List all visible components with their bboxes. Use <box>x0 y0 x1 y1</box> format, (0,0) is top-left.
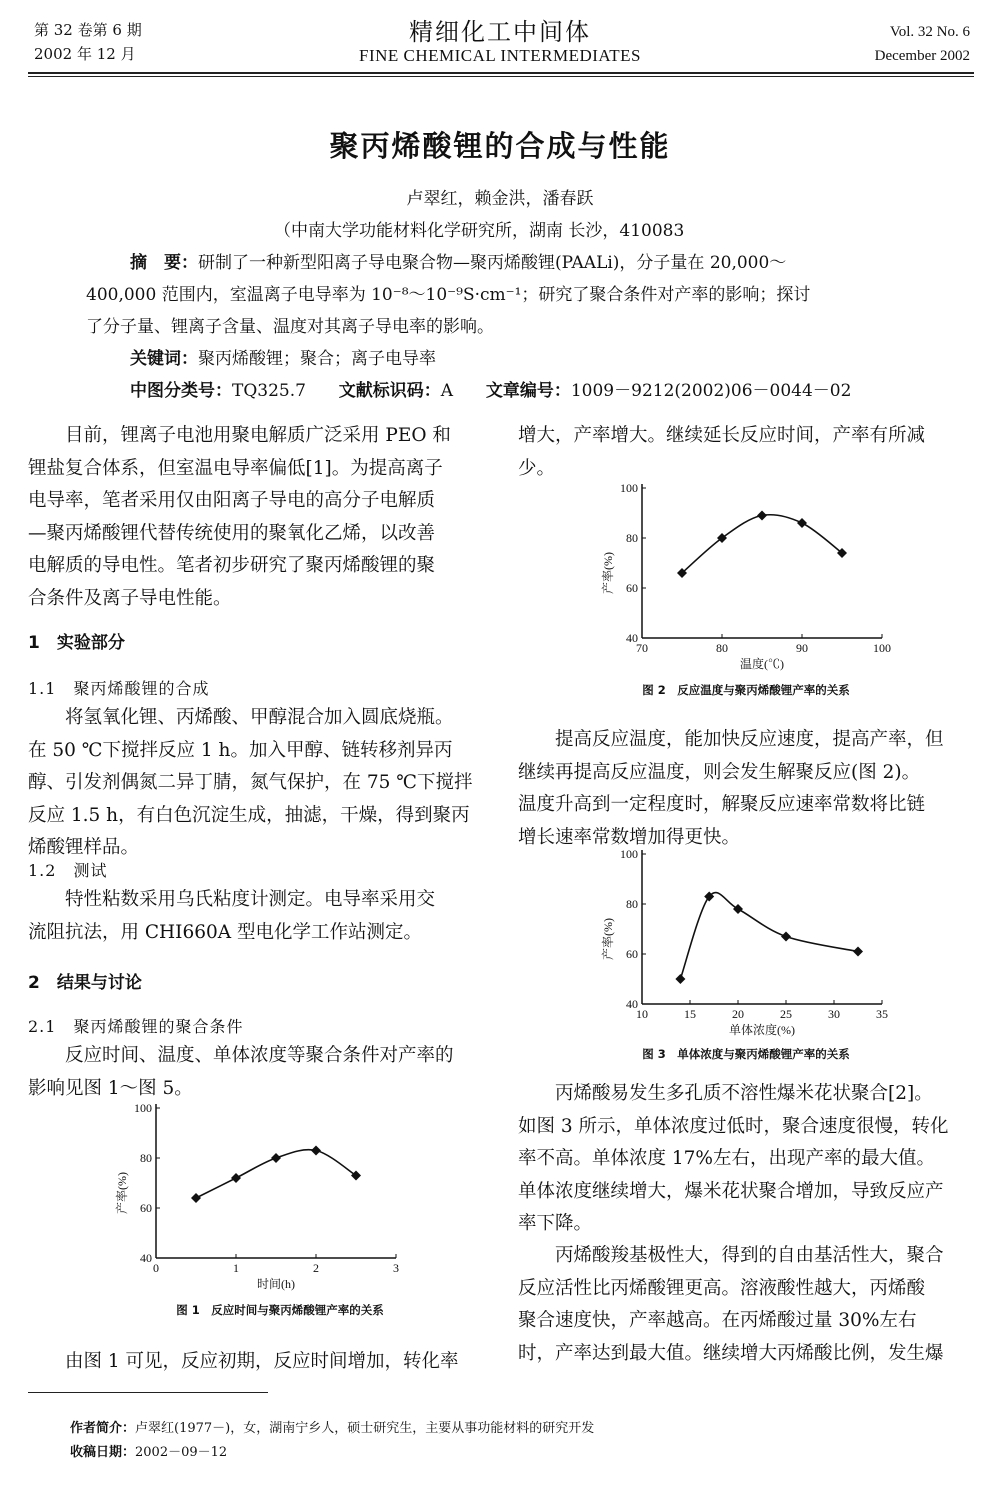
keywords-text: 聚丙烯酸锂；聚合；离子电导率 <box>198 349 436 369</box>
received-date-text: 2002－09－12 <box>135 1445 228 1460</box>
keywords-label: 关键词： <box>130 349 198 369</box>
x-tick-label: 2 <box>313 1261 319 1275</box>
figure-1-caption: 图 1 反应时间与聚丙烯酸锂产率的关系 <box>176 1303 384 1317</box>
abstract-label: 摘 要： <box>130 253 198 273</box>
fig1-discussion <box>28 1346 478 1379</box>
text-line: 电解质的导电性。笔者初步研究了聚丙烯酸锂的聚 <box>28 555 436 576</box>
abstract-line-1 <box>130 248 786 278</box>
x-tick-label: 0 <box>153 1261 159 1275</box>
journal-title-en: FINE CHEMICAL INTERMEDIATES <box>358 46 642 65</box>
text-line: 电导率，笔者采用仅由阳离子导电的高分子电解质 <box>28 490 436 511</box>
text-line: 流阻抗法，用 CHI660A 型电化学工作站测定。 <box>28 921 423 943</box>
text-line: 锂盐复合体系，但室温电导率偏低[1]。为提高离子 <box>28 457 443 479</box>
y-tick-label: 80 <box>626 531 638 545</box>
figure-1-chart <box>100 1096 420 1296</box>
section-1-1-heading: 1.1 聚丙烯酸锂的合成 <box>28 679 210 698</box>
text-line: 增大，产率增大。继续延长反应时间，产率有所减 <box>518 425 926 446</box>
clc-value: TQ325.7 <box>232 381 306 401</box>
temperature-paragraph <box>518 724 973 854</box>
testing-paragraph <box>28 884 478 949</box>
y-tick-label: 100 <box>620 481 638 495</box>
text-line: 如图 3 所示，单体浓度过低时，聚合速度很慢，转化 <box>518 1115 949 1137</box>
volume-en: Vol. 32 No. 6 <box>889 24 970 40</box>
text-line: 温度升高到一定程度时，解聚反应速率常数将比链 <box>518 794 926 815</box>
x-tick-label: 15 <box>684 1007 696 1021</box>
data-point <box>781 932 791 942</box>
x-axis-label: 单体浓度(%) <box>729 1023 795 1037</box>
text-line: 丙烯酸羧基极性大，得到的自由基活性大，聚合 <box>555 1245 944 1266</box>
x-tick-label: 30 <box>828 1007 840 1021</box>
data-point <box>351 1171 361 1181</box>
y-axis-label: 产率(%) <box>115 1172 129 1214</box>
x-axis-label: 时间(h) <box>257 1277 295 1291</box>
x-tick-label: 90 <box>796 641 808 655</box>
text-line: 目前，锂离子电池用聚电解质广泛采用 PEO 和 <box>65 425 451 446</box>
date-en: December 2002 <box>874 48 970 64</box>
y-axis-label: 产率(%) <box>601 552 615 594</box>
text-line: 继续再提高反应温度，则会发生解聚反应(图 2)。 <box>518 761 921 783</box>
data-point <box>757 511 767 521</box>
abstract-text-1: 研制了一种新型阳离子导电聚合物—聚丙烯酸锂(PAALi)，分子量在 20,000～ <box>198 253 787 273</box>
figure-2-caption: 图 2 反应温度与聚丙烯酸锂产率的关系 <box>642 683 850 697</box>
text-line: 率不高。单体浓度 17%左右，出现产率的最大值。 <box>518 1148 936 1169</box>
x-axis-label: 温度(℃) <box>740 657 784 671</box>
classification <box>130 376 851 406</box>
y-tick-label: 40 <box>626 631 638 645</box>
text-line: 由图 1 可见，反应初期，反应时间增加，转化率 <box>65 1351 459 1372</box>
y-tick-label: 60 <box>626 947 638 961</box>
text-line: 单体浓度继续增大，爆米花状聚合增加，导致反应产 <box>518 1180 944 1202</box>
x-tick-label: 10 <box>636 1007 648 1021</box>
text-line: 将氢氧化锂、丙烯酸、甲醇混合加入圆底烧瓶。 <box>65 707 454 728</box>
text-line: —聚丙烯酸锂代替传统使用的聚氧化乙烯，以改善 <box>28 522 436 544</box>
concentration-paragraph <box>518 1078 973 1241</box>
x-tick-label: 35 <box>876 1007 888 1021</box>
data-point <box>675 974 685 984</box>
journal-title-cn: 精细化工中间体 <box>409 18 591 46</box>
issue-date: 2002 年 12 月 <box>34 45 136 63</box>
y-axis-label: 产率(%) <box>601 918 615 960</box>
text-line: 影响见图 1～图 5。 <box>28 1077 193 1099</box>
keywords <box>130 344 436 374</box>
footnote-rule <box>28 1392 268 1393</box>
issue-volume: 第 32 卷第 6 期 <box>34 21 142 39</box>
section-2-1-heading: 2.1 聚丙烯酸锂的聚合条件 <box>28 1017 244 1036</box>
y-tick-label: 80 <box>626 897 638 911</box>
doc-code-label: 文献标识码： <box>338 381 441 401</box>
received-date-label: 收稿日期： <box>70 1445 136 1460</box>
text-line: 反应时间、温度、单体浓度等聚合条件对产率的 <box>65 1045 454 1066</box>
series-line <box>680 893 858 979</box>
figure-2-chart <box>586 476 906 676</box>
text-line: 增长速率常数增加得更快。 <box>518 826 741 848</box>
x-tick-label: 20 <box>732 1007 744 1021</box>
y-tick-label: 60 <box>140 1201 152 1215</box>
data-point <box>191 1193 201 1203</box>
figure-3-chart <box>586 842 906 1042</box>
abstract-line-3: 了分子量、锂离子含量、温度对其离子导电率的影响。 <box>86 317 494 337</box>
affiliation: （中南大学功能材料化学研究所，湖南 长沙，410083 <box>274 221 685 241</box>
text-line: 聚合速度快，产率越高。在丙烯酸过量 30%左右 <box>518 1310 917 1331</box>
text-line: 率下降。 <box>518 1213 593 1234</box>
text-line: 在 50 ℃下搅拌反应 1 h。加入甲醇、链转移剂异丙 <box>28 739 453 761</box>
text-line: 时，产率达到最大值。继续增大丙烯酸比例，发生爆 <box>518 1342 944 1364</box>
data-point <box>853 947 863 957</box>
intro-paragraph <box>28 420 478 615</box>
section-2-heading: 2 结果与讨论 <box>28 973 142 993</box>
section-1-2-heading: 1.2 测试 <box>28 861 108 880</box>
data-point <box>733 904 743 914</box>
abstract-line-2: 400,000 范围内，室温离子电导率为 10⁻⁸～10⁻⁹S·cm⁻¹；研究了聚合条件对产率的影响；探讨 <box>86 285 811 305</box>
article-no-value: 1009－9212(2002)06－0044－02 <box>570 381 852 401</box>
figure-3-caption: 图 3 单体浓度与聚丙烯酸锂产率的关系 <box>642 1047 850 1061</box>
y-tick-label: 40 <box>140 1251 152 1265</box>
text-line: 反应 1.5 h，有白色沉淀生成，抽滤，干燥，得到聚丙 <box>28 804 470 826</box>
text-line: 醇、引发剂偶氮二异丁腈，氮气保护，在 75 ℃下搅拌 <box>28 772 473 793</box>
received-date <box>70 1442 227 1464</box>
data-point <box>231 1173 241 1183</box>
y-tick-label: 100 <box>134 1101 152 1115</box>
article-no-label: 文章编号： <box>485 381 571 401</box>
text-line: 合条件及离子导电性能。 <box>28 587 232 609</box>
authors: 卢翠红，赖金洪，潘春跃 <box>406 189 594 209</box>
y-tick-label: 60 <box>626 581 638 595</box>
x-tick-label: 1 <box>233 1261 239 1275</box>
author-bio-text: 卢翠红(1977－)，女，湖南宁乡人，硕士研究生，主要从事功能材料的研究开发 <box>135 1421 595 1436</box>
author-bio-label: 作者简介： <box>70 1421 136 1436</box>
text-line: 提高反应温度，能加快反应速度，提高产率，但 <box>555 729 944 750</box>
data-point <box>271 1153 281 1163</box>
acid-paragraph <box>518 1240 973 1370</box>
text-line: 丙烯酸易发生多孔质不溶性爆米花状聚合[2]。 <box>555 1083 933 1104</box>
header-rule <box>28 72 974 74</box>
x-tick-label: 25 <box>780 1007 792 1021</box>
x-tick-label: 70 <box>636 641 648 655</box>
clc-label: 中图分类号： <box>130 381 232 401</box>
section-1-heading: 1 实验部分 <box>28 633 125 653</box>
series-line <box>682 515 842 573</box>
synthesis-paragraph <box>28 702 478 865</box>
author-bio <box>70 1418 594 1440</box>
x-tick-label: 3 <box>393 1261 399 1275</box>
header-rule-thin <box>28 76 974 77</box>
text-line: 少。 <box>518 457 556 479</box>
text-line: 特性粘数采用乌氏粘度计测定。电导率采用交 <box>65 889 436 910</box>
doc-code-value: A <box>440 381 454 401</box>
text-line: 反应活性比丙烯酸锂更高。溶液酸性越大，丙烯酸 <box>518 1277 926 1299</box>
y-tick-label: 40 <box>626 997 638 1011</box>
y-tick-label: 100 <box>620 847 638 861</box>
data-point <box>797 518 807 528</box>
paper-title: 聚丙烯酸锂的合成与性能 <box>329 129 671 163</box>
data-point <box>311 1146 321 1156</box>
text-line: 烯酸锂样品。 <box>28 837 140 858</box>
y-tick-label: 80 <box>140 1151 152 1165</box>
x-tick-label: 80 <box>716 641 728 655</box>
x-tick-label: 100 <box>873 641 891 655</box>
